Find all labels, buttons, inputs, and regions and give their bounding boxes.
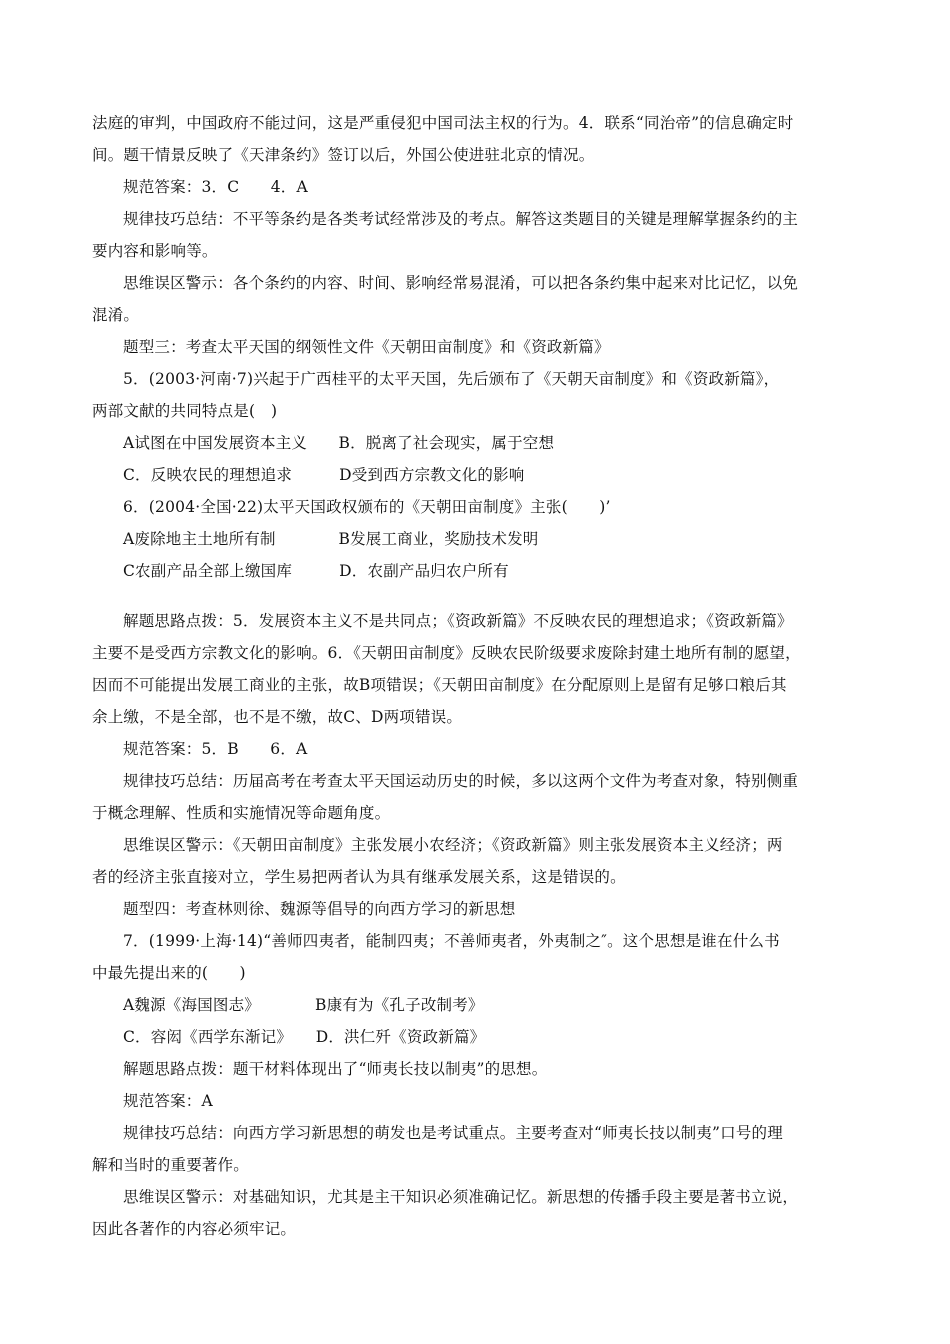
text-line: 因此各著作的内容必须牢记。 <box>92 1220 297 1238</box>
text-line: 者的经济主张直接对立，学生易把两者认为具有继承发展关系，这是错误的。 <box>92 868 626 886</box>
question-stem: 7．(1999·上海·14)“善师四夷者，能制四夷；不善师夷者，外夷制之″。这个思想是谁在什么书 <box>123 932 780 950</box>
text-line: 规律技巧总结：向西方学习新思想的萌发也是考试重点。主要考查对“师夷长技以制夷”口号的理 <box>123 1124 783 1142</box>
question-stem: 两部文献的共同特点是( ) <box>92 402 278 420</box>
question-options: A试图在中国发展资本主义 B．脱离了社会现实，属于空想 <box>123 434 555 452</box>
text-line: 间。题干情景反映了《天津条约》签订以后，外国公使进驻北京的情况。 <box>92 146 595 164</box>
text-line: 因而不可能提出发展工商业的主张，故B项错误；《天朝田亩制度》在分配原则上是留有足够口粮后其 <box>92 676 787 694</box>
text-line: 主要不是受西方宗教文化的影响。6．《天朝田亩制度》反映农民阶级要求废除封建土地所有制的愿望， <box>92 644 801 662</box>
text-line: 规律技巧总结：不平等条约是各类考试经常涉及的考点。解答这类题目的关键是理解掌握条约的主 <box>123 210 799 228</box>
question-options: A魏源《海国图志》 B康有为《孔子改制考》 <box>123 996 484 1014</box>
text-line: 解题思路点拨：5．发展资本主义不是共同点；《资政新篇》不反映农民的理想追求；《资政新篇》 <box>123 612 793 630</box>
question-stem: 6．(2004·全国·22)太平天国政权颁布的《天朝田亩制度》主张( )’ <box>123 498 611 516</box>
text-line: 思维误区警示：各个条约的内容、时间、影响经常易混淆，可以把各条约集中起来对比记忆，以免 <box>123 274 799 292</box>
question-stem: 5．(2003·河南·7)兴起于广西桂平的太平天国，先后颁布了《天朝天亩制度》和《资政新篇》， <box>123 370 780 388</box>
text-line: 法庭的审判，中国政府不能过问，这是严重侵犯中国司法主权的行为。4．联系“同治帝”的信息确定时 <box>92 114 794 132</box>
section-heading: 题型四：考查林则徐、魏源等倡导的向西方学习的新思想 <box>123 900 516 918</box>
question-options: A废除地主土地所有制 B发展工商业，奖励技术发明 <box>123 530 539 548</box>
answer-line: 规范答案：3．C 4．A <box>123 178 308 196</box>
answer-line: 规范答案：A <box>123 1092 213 1110</box>
text-line: 于概念理解、性质和实施情况等命题角度。 <box>92 804 391 822</box>
question-options: C．反映农民的理想追求 D受到西方宗教文化的影响 <box>123 466 525 484</box>
text-line: 思维误区警示：《天朝田亩制度》主张发展小农经济；《资政新篇》则主张发展资本主义经济；两 <box>123 836 783 854</box>
question-options: C．容闳《西学东渐记》 D．洪仁歼《资政新篇》 <box>123 1028 486 1046</box>
text-line: 规律技巧总结：历届高考在考查太平天国运动历史的时候，多以这两个文件为考查对象，特别侧重 <box>123 772 799 790</box>
text-line: 混淆。 <box>92 306 140 324</box>
answer-line: 规范答案：5．B 6．A <box>123 740 308 758</box>
text-line: 解和当时的重要著作。 <box>92 1156 250 1174</box>
text-line: 余上缴，不是全部，也不是不缴，故C、D两项错误。 <box>92 708 463 726</box>
text-line: 要内容和影响等。 <box>92 242 218 260</box>
text-line: 解题思路点拨：题干材料体现出了“师夷长技以制夷”的思想。 <box>123 1060 548 1078</box>
question-stem: 中最先提出来的( ) <box>92 964 246 982</box>
section-heading: 题型三：考查太平天国的纲领性文件《天朝田亩制度》和《资政新篇》 <box>123 338 610 356</box>
text-line: 思维误区警示：对基础知识，尤其是主干知识必须准确记忆。新思想的传播手段主要是著书立说， <box>123 1188 799 1206</box>
question-options: C农副产品全部上缴国库 D．农副产品归农户所有 <box>123 562 509 580</box>
